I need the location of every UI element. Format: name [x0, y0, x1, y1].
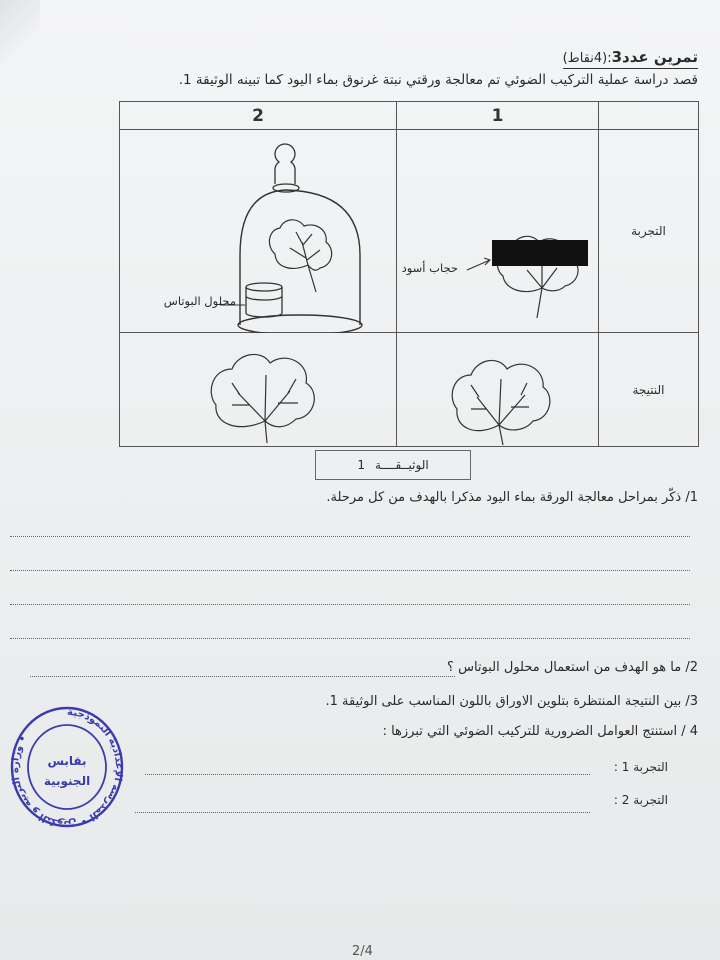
row-label-experiment: التجربة	[599, 130, 699, 333]
document-1-table	[119, 101, 699, 447]
col-header-1: 1	[397, 102, 599, 130]
experiment-2-cell	[120, 130, 397, 333]
document-caption: الوثيــقــــة 1	[315, 450, 471, 480]
school-stamp	[8, 703, 126, 830]
page-number: 2/4	[352, 944, 373, 959]
stamp-ring-text: وزارة التربية و التكوين • المدرسة الإعدادية النموذجية •	[9, 706, 125, 830]
covered-leaf-illustration	[397, 130, 599, 333]
question-2: 2/ ما هو الهدف من استعمال محلول البوتاس ؟	[447, 660, 698, 675]
result-1-cell	[397, 333, 599, 447]
bell-jar-experiment-illustration	[120, 130, 397, 333]
answer-line[interactable]	[135, 812, 590, 813]
stamp-center-top: بقابس	[47, 754, 87, 768]
potash-solution-label: محلول البوتاس	[163, 294, 236, 308]
stamp-center-bottom: الجنوبية	[43, 774, 91, 788]
experiment-1-label: التجربة 1 :	[613, 760, 668, 774]
question-1: 1/ ذكّر بمراحل معالجة الورقة بماء اليود مذكرا بالهدف من كل مرحلة.	[326, 490, 698, 505]
answer-line[interactable]	[145, 774, 590, 775]
result-leaf-2-illustration	[120, 333, 397, 447]
col-header-2: 2	[120, 102, 397, 130]
exercise-title: تمرين عدد3:(4نقاط)	[562, 48, 698, 66]
answer-line[interactable]	[10, 570, 690, 571]
result-leaf-1-illustration	[397, 333, 599, 447]
page-fold-corner	[0, 0, 40, 70]
answer-line[interactable]	[10, 536, 690, 537]
empty-header-cell	[599, 102, 699, 130]
potash-beaker	[246, 283, 282, 317]
result-2-cell	[120, 333, 397, 447]
question-3: 3/ بين النتيجة المنتظرة بتلوين الاوراق باللون المناسب على الوثيقة 1.	[325, 694, 698, 709]
question-4: 4 / استنتج العوامل الضرورية للتركيب الضوئي التي تبرزها :	[382, 724, 698, 739]
answer-line[interactable]	[10, 604, 690, 605]
leaf-in-jar	[269, 220, 331, 292]
row-label-result: النتيجة	[599, 333, 699, 447]
experiment-2-label: التجربة 2 :	[613, 793, 668, 807]
experiment-1-cell	[397, 130, 599, 333]
answer-line[interactable]	[10, 638, 690, 639]
black-cover-label: حجاب أسود	[401, 261, 458, 275]
black-cover-shape	[492, 240, 588, 266]
answer-line[interactable]	[30, 676, 455, 677]
exercise-intro: قصد دراسة عملية التركيب الضوئي تم معالجة ورقتي نبتة غرنوق بماء اليود كما تبينه الوثيقة 1.	[178, 72, 698, 88]
